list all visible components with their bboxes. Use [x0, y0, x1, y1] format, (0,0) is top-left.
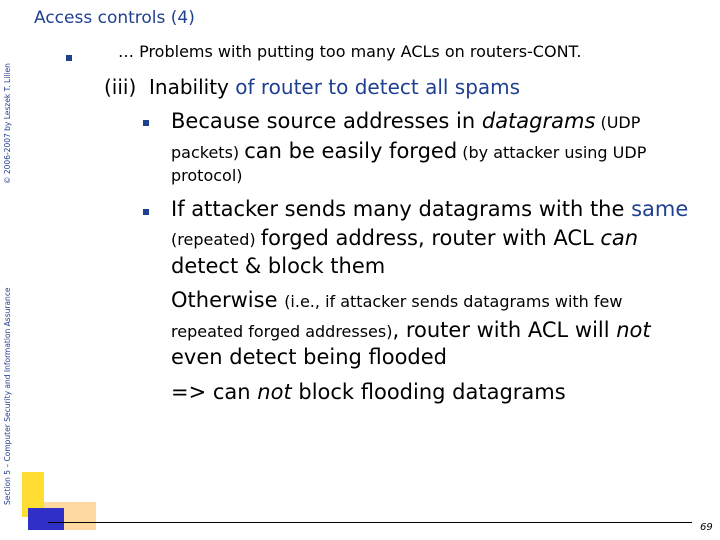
otherwise-text-repeated: repeated forged addresses) [171, 322, 393, 341]
otherwise-line3: even detect being flooded [171, 345, 448, 369]
bullet2-text-can: can [600, 226, 639, 250]
otherwise-text-not: not [616, 318, 651, 342]
header-line: … Problems with putting too many ACLs on routers-CONT. [118, 42, 582, 61]
subheading [104, 77, 520, 97]
otherwise-text-arrow: => can [171, 380, 258, 404]
bullet-square-icon [143, 209, 149, 215]
bullet1-text-datagrams: datagrams [481, 109, 596, 133]
bullet2-text-same: same [631, 197, 689, 221]
course-section-label: Section 5 – Computer Security and Information Assurance [3, 287, 12, 505]
slide-title: Access controls (4) [34, 8, 195, 28]
bullet2-line3: detect & block them [171, 254, 386, 278]
otherwise-text-ie: (i.e., if attacker sends datagrams with few [284, 292, 623, 311]
bullet1-text-packets: packets) [171, 143, 245, 162]
footer-divider [48, 522, 692, 523]
subheading-prefix: (iii) [104, 75, 137, 99]
bullet1-text-udp: (UDP [595, 113, 641, 132]
bullet1-text-a: Because source addresses in [171, 109, 482, 133]
bullet2-text-forged-address: forged address, router with ACL [260, 226, 601, 250]
bullet1-text-attacker: (by attacker using UDP [457, 143, 647, 162]
bullet-square-icon [143, 120, 149, 126]
subheading-word-detect: to detect all spams [328, 75, 521, 99]
subheading-word-inability: Inability [149, 75, 229, 99]
otherwise-text-a: Otherwise [171, 288, 285, 312]
otherwise-line2 [171, 320, 651, 341]
decor-blue-block [28, 508, 64, 530]
otherwise-line4 [171, 382, 566, 403]
page-number: 69 [700, 522, 713, 533]
bullet1-line1 [171, 111, 640, 132]
subheading-word-router: of router [235, 75, 322, 99]
bullet2-text-a: If attacker sends many datagrams with the [171, 197, 632, 221]
otherwise-text-block: block flooding datagrams [291, 380, 566, 404]
bullet1-line3: protocol) [171, 166, 243, 185]
bullet2-text-repeated: (repeated) [171, 230, 261, 249]
otherwise-text-not2: not [257, 380, 292, 404]
bullet2-line1 [171, 199, 688, 220]
otherwise-line1 [171, 290, 622, 311]
bullet2-line2 [171, 228, 638, 249]
otherwise-text-router: , router with ACL will [392, 318, 617, 342]
bullet-square-icon [66, 55, 72, 61]
bullet1-line2 [171, 141, 646, 162]
copyright-notice: © 2006-2007 by Leszek T. Lilien [3, 63, 12, 184]
bullet1-text-forged: can be easily forged [244, 139, 458, 163]
